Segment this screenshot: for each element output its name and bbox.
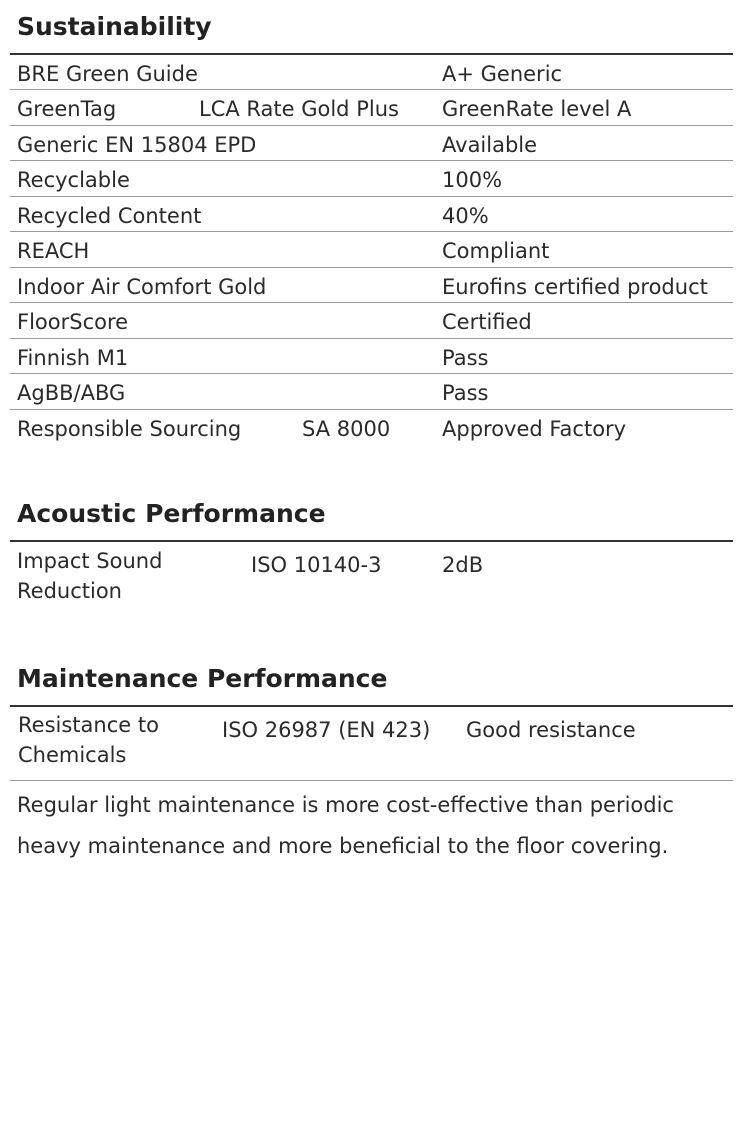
row-label-line: Impact Sound [17,549,163,573]
acoustic-heading: Acoustic Performance [17,499,326,528]
sustainability-heading: Sustainability [17,12,212,41]
row-label [18,710,159,770]
row-label: Recycled Content [17,204,202,228]
row-value: GreenRate level A [442,97,632,121]
table-row [10,410,733,446]
row-value: Compliant [442,239,550,263]
row-value: 2dB [442,553,484,577]
row-label: REACH [17,239,90,263]
row-value: Eurofins certified product [442,275,708,299]
row-label [17,546,162,606]
row-label: FloorScore [17,310,129,334]
row-value: 100% [442,168,503,192]
row-value: A+ Generic [442,62,563,86]
row-label: Indoor Air Comfort Gold [17,275,267,299]
row-value: 40% [442,204,489,228]
table-row [10,303,733,339]
row-value: Good resistance [466,718,636,742]
row-value: Pass [442,381,489,405]
table-row [10,161,733,197]
row-label-line: Resistance to [18,713,159,737]
row-label: GreenTag [17,97,117,121]
maintenance-heading: Maintenance Performance [17,664,388,693]
row-standard: LCA Rate Gold Plus [199,97,399,121]
row-label-line: Chemicals [18,743,127,767]
row-value: Available [442,133,538,157]
table-row [10,90,733,126]
row-value: Pass [442,346,489,370]
row-label: Finnish M1 [17,346,129,370]
table-row [10,126,733,161]
table-row [10,232,733,268]
maintenance-note: Regular light maintenance is more cost-effective than periodic heavy maintenance and more beneficial to the floor covering. [17,793,674,858]
row-value: Approved Factory [442,417,627,441]
acoustic-table [10,542,733,612]
row-label-line: Reduction [17,579,122,603]
row-label: BRE Green Guide [17,62,198,86]
sustainability-table [10,55,733,446]
table-row [10,268,733,303]
table-row [10,542,733,612]
maintenance-table [10,707,733,781]
row-label: AgBB/ABG [17,381,126,405]
row-label: Recyclable [17,168,130,192]
table-row [10,707,733,781]
row-standard: ISO 26987 (EN 423) [222,718,431,742]
table-row [10,55,733,90]
table-row [10,339,733,374]
row-standard: SA 8000 [302,417,391,441]
row-label: Responsible Sourcing [17,417,242,441]
table-row [10,374,733,410]
row-label: Generic EN 15804 EPD [17,133,257,157]
row-value: Certified [442,310,532,334]
row-standard: ISO 10140-3 [251,553,382,577]
table-row [10,197,733,232]
